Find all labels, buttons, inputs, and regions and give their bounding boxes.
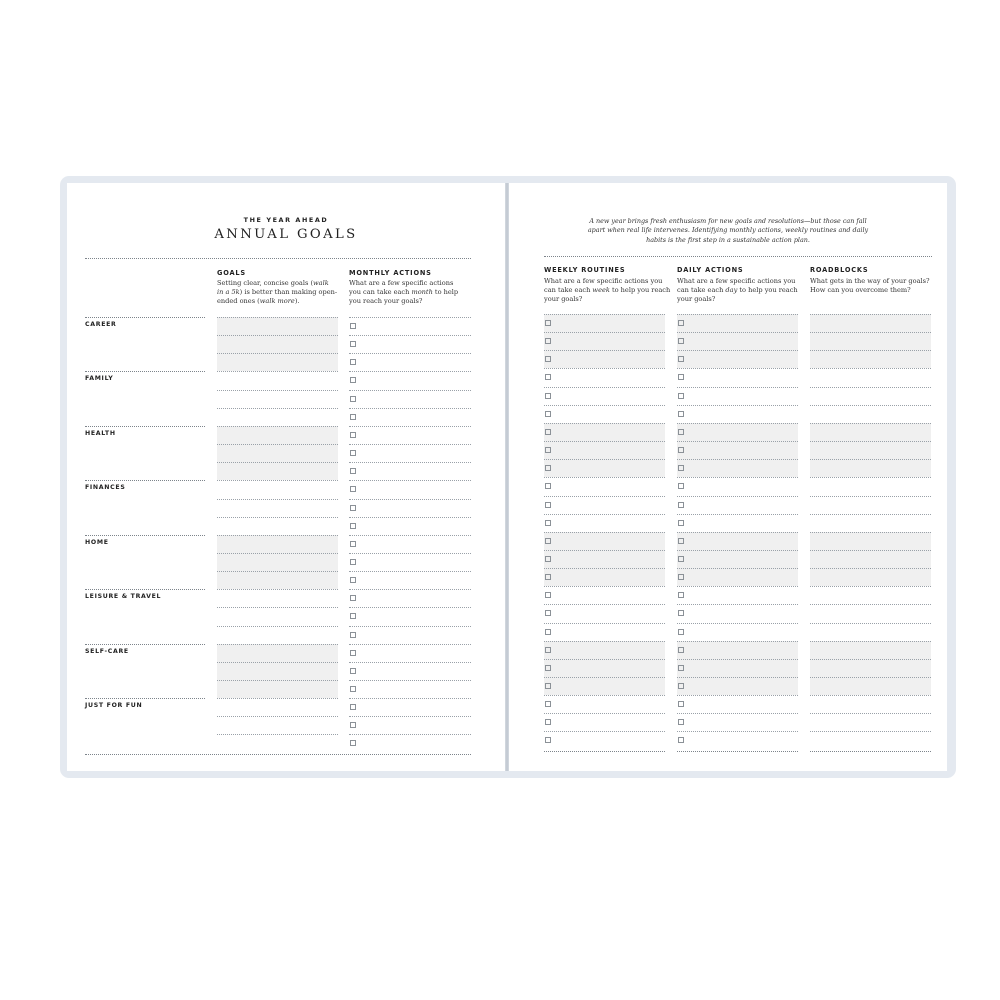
instruction-text: ). (294, 297, 300, 305)
goals-line (217, 517, 338, 518)
instruction-text: to help (432, 288, 459, 296)
page-kicker: THE YEAR AHEAD (243, 216, 329, 224)
goals-line (217, 444, 338, 445)
shaded-block (544, 532, 665, 586)
entry-line (677, 441, 798, 442)
column-instructions (544, 277, 672, 304)
entry-line (677, 641, 798, 642)
checkbox-icon (350, 523, 356, 529)
instruction-text: can take each (677, 286, 726, 294)
entry-line (810, 586, 931, 587)
entry-line (810, 387, 931, 388)
monthly-line (349, 734, 471, 735)
checkbox-icon (350, 377, 356, 383)
monthly-line (349, 517, 471, 518)
checkbox-icon (545, 320, 551, 326)
entry-line (810, 550, 931, 551)
goals-line (217, 734, 338, 735)
checkbox-icon (350, 450, 356, 456)
entry-line (544, 695, 665, 696)
instruction-line (217, 297, 342, 306)
category-rule (85, 698, 205, 699)
entry-line (544, 641, 665, 642)
entry-line (677, 713, 798, 714)
checkbox-icon (545, 701, 551, 707)
entry-line (810, 350, 931, 351)
entry-line (544, 731, 665, 732)
goals-line (217, 462, 338, 463)
checkbox-icon (545, 483, 551, 489)
category-rule (85, 371, 205, 372)
checkbox-icon (545, 574, 551, 580)
checkbox-icon (678, 429, 684, 435)
monthly-line (349, 426, 471, 427)
checkbox-icon (678, 356, 684, 362)
intro-line: habits is the first step in a sustainable action plan. (646, 235, 810, 244)
instruction-line (544, 277, 672, 286)
goals-header: GOALS (217, 269, 246, 277)
instruction-text: to help you reach (737, 286, 798, 294)
goals-line (217, 353, 338, 354)
emphasis-text: week (592, 286, 610, 294)
checkbox-icon (350, 323, 356, 329)
entry-line (810, 659, 931, 660)
checkbox-icon (545, 647, 551, 653)
entry-line (677, 332, 798, 333)
shaded-block (544, 423, 665, 477)
monthly-line (349, 662, 471, 663)
instruction-line (810, 286, 938, 295)
entry-line (810, 332, 931, 333)
instruction-text: ) is better than making open- (239, 288, 338, 296)
monthly-line (349, 317, 471, 318)
monthly-line (349, 480, 471, 481)
checkbox-icon (678, 737, 684, 743)
entry-line (810, 514, 931, 515)
goals-line (217, 335, 338, 336)
category-label: SELF-CARE (85, 647, 129, 655)
intro-line: A new year brings fresh enthusiasm for new goals and resolutions—but those can fall (589, 217, 867, 225)
goals-line (217, 644, 338, 645)
entry-line (810, 677, 931, 678)
instruction-text: to help you reach (609, 286, 671, 294)
instruction-text: What are a few specific actions you (677, 277, 796, 285)
bottom-rule (677, 751, 798, 752)
entry-line (810, 713, 931, 714)
entry-line (544, 713, 665, 714)
right-page (509, 183, 947, 771)
monthly-line (349, 371, 471, 372)
category-rule (85, 317, 205, 318)
goals-line (217, 680, 338, 681)
column-header: WEEKLY ROUTINES (544, 266, 626, 274)
instruction-line (349, 288, 474, 297)
entry-line (810, 314, 931, 315)
checkbox-icon (350, 559, 356, 565)
entry-line (810, 731, 931, 732)
entry-line (544, 532, 665, 533)
entry-line (677, 387, 798, 388)
entry-line (544, 423, 665, 424)
page-title: ANNUAL GOALS (214, 227, 358, 242)
instruction-line (544, 286, 672, 295)
checkbox-icon (678, 320, 684, 326)
monthly-line (349, 698, 471, 699)
category-label: FINANCES (85, 484, 126, 492)
checkbox-icon (350, 432, 356, 438)
checkbox-icon (678, 683, 684, 689)
checkbox-icon (545, 447, 551, 453)
checkbox-icon (350, 486, 356, 492)
checkbox-icon (678, 592, 684, 598)
goals-line (217, 716, 338, 717)
header-rule (85, 258, 471, 259)
monthly-line (349, 535, 471, 536)
checkbox-icon (350, 632, 356, 638)
checkbox-icon (350, 341, 356, 347)
category-label: HOME (85, 538, 109, 546)
checkbox-icon (545, 338, 551, 344)
instruction-line (677, 277, 805, 286)
entry-line (677, 350, 798, 351)
monthly-line (349, 335, 471, 336)
monthly-line (349, 626, 471, 627)
checkbox-icon (350, 686, 356, 692)
entry-line (544, 550, 665, 551)
checkbox-icon (545, 374, 551, 380)
monthly-line (349, 462, 471, 463)
monthly-actions-header: MONTHLY ACTIONS (349, 269, 432, 277)
entry-line (810, 695, 931, 696)
checkbox-icon (678, 647, 684, 653)
entry-line (544, 405, 665, 406)
monthly-line (349, 499, 471, 500)
category-rule (85, 644, 205, 645)
entry-line (677, 550, 798, 551)
entry-line (544, 659, 665, 660)
checkbox-icon (678, 502, 684, 508)
entry-line (677, 532, 798, 533)
goals-line (217, 499, 338, 500)
instruction-line (544, 295, 672, 304)
category-label: JUST FOR FUN (85, 702, 143, 710)
checkbox-icon (350, 613, 356, 619)
entry-line (544, 387, 665, 388)
shaded-block (677, 532, 798, 586)
shaded-block (810, 423, 931, 477)
emphasis-text: in a 5k (217, 288, 240, 296)
entry-line (810, 604, 931, 605)
checkbox-icon (678, 610, 684, 616)
category-rule (85, 480, 205, 481)
checkbox-icon (350, 468, 356, 474)
entry-line (677, 623, 798, 624)
entry-line (810, 368, 931, 369)
goals-line (217, 571, 338, 572)
shaded-block (544, 641, 665, 695)
entry-line (544, 368, 665, 369)
goals-line (217, 480, 338, 481)
checkbox-icon (678, 338, 684, 344)
goals-line (217, 662, 338, 663)
bottom-rule (544, 751, 665, 752)
shaded-block (810, 314, 931, 368)
instruction-line (217, 288, 342, 297)
entry-line (544, 314, 665, 315)
goals-instructions (217, 279, 342, 306)
category-label: LEISURE & TRAVEL (85, 593, 162, 601)
checkbox-icon (678, 411, 684, 417)
entry-line (544, 586, 665, 587)
instruction-text: your goals? (677, 295, 716, 303)
instruction-text: What gets in the way of your goals? (810, 277, 930, 285)
checkbox-icon (678, 538, 684, 544)
checkbox-icon (678, 374, 684, 380)
checkbox-icon (545, 665, 551, 671)
entry-line (677, 368, 798, 369)
checkbox-icon (545, 629, 551, 635)
checkbox-icon (545, 610, 551, 616)
checkbox-icon (678, 701, 684, 707)
instruction-line (349, 297, 474, 306)
entry-line (677, 731, 798, 732)
category-label: FAMILY (85, 375, 114, 383)
entry-line (544, 604, 665, 605)
instruction-text: Setting clear, concise goals ( (217, 279, 314, 287)
entry-line (677, 677, 798, 678)
monthly-line (349, 589, 471, 590)
entry-line (810, 459, 931, 460)
entry-line (544, 459, 665, 460)
goals-line (217, 390, 338, 391)
column-header: ROADBLOCKS (810, 266, 869, 274)
checkbox-icon (545, 737, 551, 743)
checkbox-icon (545, 538, 551, 544)
checkbox-icon (678, 465, 684, 471)
goals-shaded-block (217, 644, 338, 698)
column-instructions (810, 277, 938, 295)
instruction-text: your goals? (544, 295, 583, 303)
entry-line (544, 477, 665, 478)
checkbox-icon (545, 592, 551, 598)
left-page (67, 183, 505, 771)
checkbox-icon (678, 719, 684, 725)
instruction-text: How can you overcome them? (810, 286, 911, 294)
checkbox-icon (350, 650, 356, 656)
entry-line (677, 695, 798, 696)
shaded-block (677, 423, 798, 477)
checkbox-icon (678, 447, 684, 453)
column-instructions (677, 277, 805, 304)
checkbox-icon (350, 722, 356, 728)
emphasis-text: month (411, 288, 433, 296)
checkbox-icon (545, 502, 551, 508)
emphasis-text: day (725, 286, 738, 294)
entry-line (677, 405, 798, 406)
entry-line (677, 586, 798, 587)
instruction-text: you reach your goals? (349, 297, 423, 305)
checkbox-icon (545, 393, 551, 399)
entry-line (544, 623, 665, 624)
entry-line (544, 568, 665, 569)
entry-line (810, 423, 931, 424)
column-header: DAILY ACTIONS (677, 266, 744, 274)
goals-line (217, 426, 338, 427)
category-rule (85, 426, 205, 427)
checkbox-icon (350, 668, 356, 674)
instruction-text: What are a few specific actions you (544, 277, 663, 285)
shaded-block (810, 641, 931, 695)
emphasis-text: walk more (259, 297, 295, 305)
entry-line (677, 314, 798, 315)
entry-line (677, 514, 798, 515)
checkbox-icon (350, 541, 356, 547)
goals-shaded-block (217, 535, 338, 589)
bottom-rule (810, 751, 931, 752)
entry-line (810, 641, 931, 642)
entry-line (677, 659, 798, 660)
checkbox-icon (350, 595, 356, 601)
intro-text (519, 217, 937, 245)
entry-line (810, 623, 931, 624)
checkbox-icon (678, 574, 684, 580)
entry-line (544, 332, 665, 333)
monthly-line (349, 390, 471, 391)
instruction-text: ended ones ( (217, 297, 260, 305)
checkbox-icon (545, 411, 551, 417)
checkbox-icon (545, 556, 551, 562)
instruction-text: can take each (544, 286, 593, 294)
monthly-line (349, 571, 471, 572)
entry-line (544, 514, 665, 515)
entry-line (677, 423, 798, 424)
checkbox-icon (545, 520, 551, 526)
shaded-block (810, 532, 931, 586)
category-rule (85, 589, 205, 590)
monthly-line (349, 607, 471, 608)
monthly-line (349, 353, 471, 354)
instruction-line (677, 295, 805, 304)
emphasis-text: walk (313, 279, 329, 287)
monthly-line (349, 644, 471, 645)
intro-rule (544, 256, 932, 257)
entry-line (810, 405, 931, 406)
checkbox-icon (350, 414, 356, 420)
checkbox-icon (545, 356, 551, 362)
instruction-line (810, 277, 938, 286)
goals-line (217, 317, 338, 318)
intro-line: apart when real life intervenes. Identifying monthly actions, weekly routines and daily (587, 226, 869, 235)
checkbox-icon (678, 665, 684, 671)
monthly-line (349, 680, 471, 681)
category-label: CAREER (85, 321, 117, 328)
entry-line (677, 496, 798, 497)
goals-line (217, 698, 338, 699)
shaded-block (544, 314, 665, 368)
entry-line (677, 459, 798, 460)
monthly-line (349, 444, 471, 445)
monthly-actions-instructions (349, 279, 474, 306)
entry-line (544, 496, 665, 497)
goals-line (217, 535, 338, 536)
entry-line (810, 532, 931, 533)
goals-line (217, 553, 338, 554)
shaded-block (677, 314, 798, 368)
checkbox-icon (350, 577, 356, 583)
entry-line (810, 496, 931, 497)
checkbox-icon (678, 556, 684, 562)
instruction-text: you can take each (349, 288, 412, 296)
checkbox-icon (678, 393, 684, 399)
monthly-line (349, 408, 471, 409)
bottom-rule (85, 754, 471, 755)
goals-line (217, 607, 338, 608)
instruction-line (217, 279, 342, 288)
category-rule (85, 535, 205, 536)
entry-line (810, 441, 931, 442)
entry-line (677, 604, 798, 605)
entry-line (544, 677, 665, 678)
checkbox-icon (350, 740, 356, 746)
instruction-line (349, 279, 474, 288)
checkbox-icon (350, 505, 356, 511)
entry-line (544, 350, 665, 351)
goals-line (217, 626, 338, 627)
checkbox-icon (350, 396, 356, 402)
category-label: HEALTH (85, 429, 116, 437)
checkbox-icon (678, 483, 684, 489)
goals-shaded-block (217, 317, 338, 371)
goals-line (217, 408, 338, 409)
checkbox-icon (678, 629, 684, 635)
checkbox-icon (678, 520, 684, 526)
shaded-block (677, 641, 798, 695)
checkbox-icon (545, 719, 551, 725)
entry-line (810, 477, 931, 478)
instruction-text: What are a few specific actions (349, 279, 454, 287)
entry-line (677, 477, 798, 478)
checkbox-icon (350, 359, 356, 365)
checkbox-icon (545, 429, 551, 435)
monthly-line (349, 553, 471, 554)
entry-line (677, 568, 798, 569)
checkbox-icon (350, 704, 356, 710)
goals-line (217, 589, 338, 590)
checkbox-icon (545, 465, 551, 471)
goals-line (217, 371, 338, 372)
entry-line (544, 441, 665, 442)
checkbox-icon (545, 683, 551, 689)
instruction-line (677, 286, 805, 295)
monthly-line (349, 716, 471, 717)
goals-shaded-block (217, 426, 338, 480)
entry-line (810, 568, 931, 569)
